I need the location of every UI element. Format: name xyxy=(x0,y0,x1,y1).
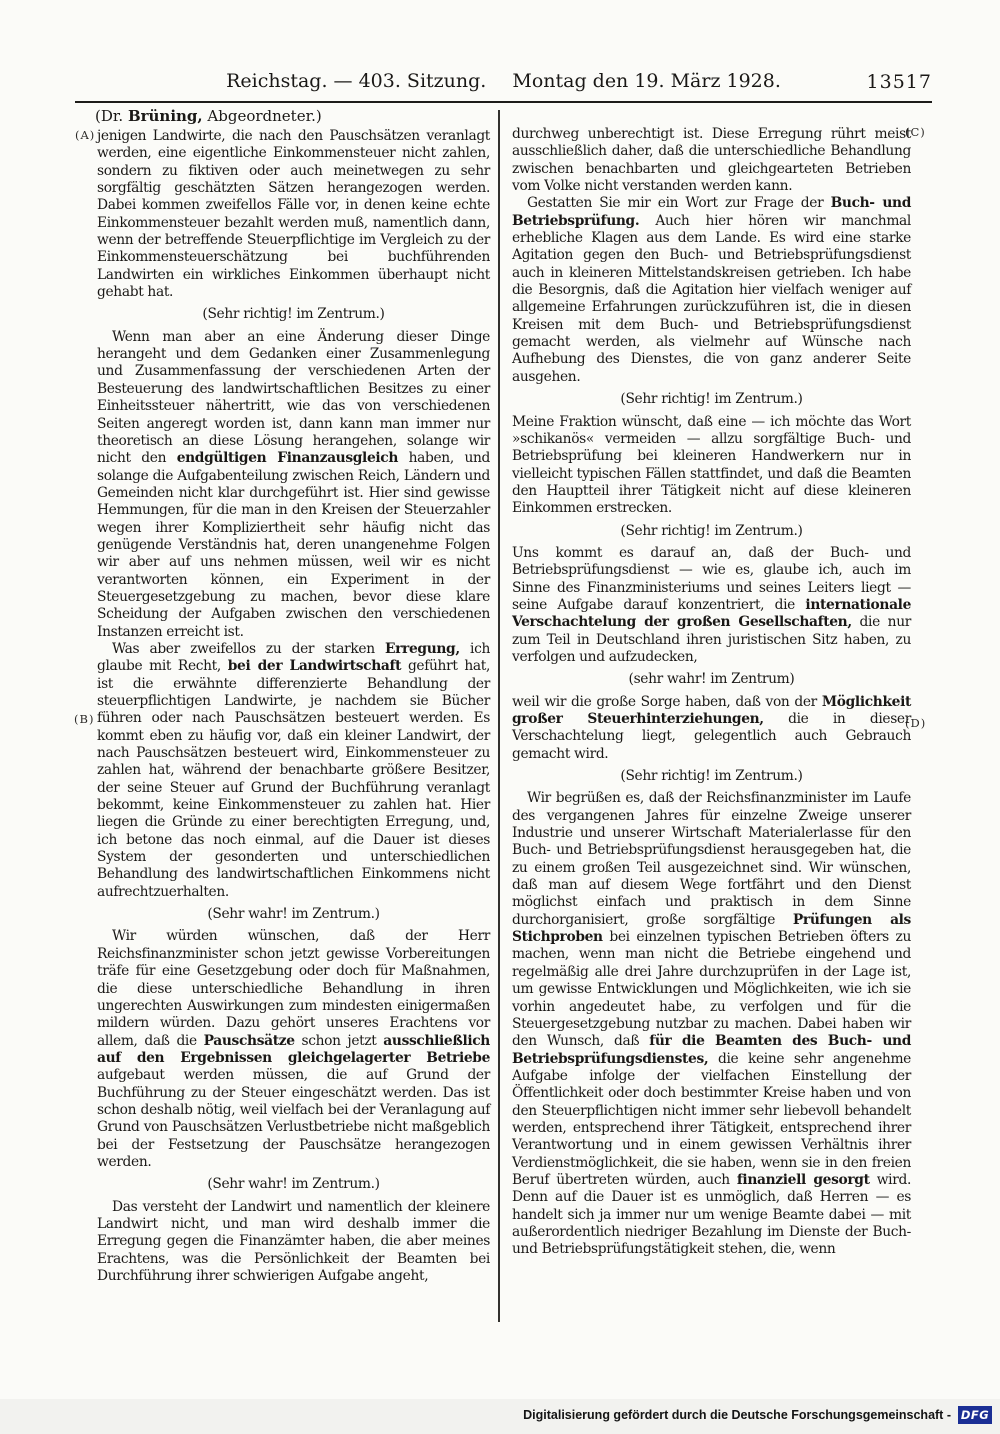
paragraph: Das versteht der Landwirt und namentlich der kleinere Landwirt nicht, und man wird deshalb immer die Erregung gegen die Finanzämter haben, die aber meines Erachtens, was die Persönlichkeit der Beamten bei Durchführung ihrer schwierigen Aufgabe angeht, xyxy=(97,1198,490,1284)
interjection: (Sehr richtig! im Zentrum.) xyxy=(620,391,803,408)
speaker-line: (Dr. Brüning, Abgeordneter.) xyxy=(95,107,322,125)
interjection: (Sehr richtig! im Zentrum.) xyxy=(620,768,803,785)
right-column xyxy=(512,126,911,1259)
session-title: Reichstag. — 403. Sitzung. xyxy=(226,70,487,92)
paragraph: Gestatten Sie mir ein Wort zur Frage der Buch- und Betriebsprüfung. Auch hier hören wir manchmal erhebliche Klagen aus dem Lande. Es wird eine starke Agitation gegen den Buch- und Betriebsprüfungsdienst auch in kleineren Mittelstandskreisen getrieben. Ich habe die Besorgnis, daß die Agitation hier vielfach weniger auf allgemeine Erfahrungen zurückzuführen ist, die in diesen Kreisen mit dem Buch- und Betriebsprüfungsdienst gemacht werden, als vielmehr auf Wünsche nach Aufhebung des Dienstes, die von ganz anderer Seite ausgehen. xyxy=(512,195,911,385)
interjection: (sehr wahr! im Zentrum) xyxy=(628,671,795,688)
footer-credit xyxy=(523,1406,992,1424)
footer-strip xyxy=(0,1399,1000,1434)
interjection: (Sehr wahr! im Zentrum.) xyxy=(207,1176,380,1193)
column-divider xyxy=(498,110,500,1322)
margin-marker-c: (C) xyxy=(905,125,926,139)
paragraph: Wir begrüßen es, daß der Reichsfinanzminister im Laufe des vergangenen Jahres für einzelne Zweige unserer Industrie und unserer Wirtschaft Materialerlasse für den Buch- und Betriebsprüfungsdienst herausgegeben hat, die zu einem großen Teil ausgezeichnet sind. Wir wünschen, daß man auf diesem Wege fortfährt und den Dienst möglichst einfach und praktisch in dem Sinne durchorganisiert, große sorgfältige Prüfungen als Stichproben bei einzelnen typischen Betrieben öfters zu machen, wenn man nicht die Betriebe eingehend und regelmäßig alle drei Jahre durchzuprüfen in der Lage ist, um gewisse Entwicklungen und Möglichkeiten, wie ich sie vorhin angedeutet habe, zu verfolgen und für die Steuergesetzgebung nutzbar zu machen. Dabei haben wir den Wunsch, daß für die Beamten des Buch- und Betriebsprüfungsdienstes, die keine sehr angenehme Aufgabe infolge der vielfachen Einstellung der Öffentlichkeit oder doch bestimmter Kreise haben und von den Steuerpflichtigen nicht immer sehr liebevoll behandelt werden, entsprechend ihrer Tätigkeit, entsprechend ihrer Verantwortung und in einem gewissen Verhältnis ihrer Verdienstmöglichkeit, die sie haben, wenn sie in den freien Beruf übertreten würden, auch finanziell gesorgt wird. Denn auf die Dauer ist es unmöglich, daß Herren — es handelt sich ja immer nur um wenige Beamte dabei — mit außerordentlich niedriger Bezahlung im Dienste der Buch- und Betriebsprüfungstätigkeit stehen, die, wenn xyxy=(512,790,911,1258)
paragraph: Wir würden wünschen, daß der Herr Reichsfinanzminister schon jetzt gewisse Vorbereitungen träfe für eine Gesetzgebung oder doch für Maßnahmen, die diese unterschiedliche Behandlung in ihren ungerechten Auswirkungen zum mindesten einigermaßen mildern würden. Dazu gehört unseres Erachtens vor allem, daß die Pauschsätze schon jetzt ausschließlich auf den Ergebnissen gleichgelagerter Betriebe aufgebaut werden müssen, die auf Grund der Buchführung zu der Steuer eingeschätzt werden. Das ist schon deshalb nötig, weil vielfach bei der Veranlagung auf Grund von Pauschsätzen Verlustbetriebe nicht maßgeblich bei der Festsetzung der Pauschsätze herangezogen werden. xyxy=(97,928,490,1170)
paragraph: Meine Fraktion wünscht, daß eine — ich möchte das Wort »schikanös« vermeiden — allzu sorgfältige Buch- und Betriebsprüfung bei kleineren Handwerkern nur in vielleicht typischen Fällen stattfindet, und daß die Beamten den Hauptteil ihrer Tätigkeit nicht auf diese kleineren Einkommen erstrecken. xyxy=(512,413,911,517)
paragraph: durchweg unberechtigt ist. Diese Erregung rührt meist ausschließlich daher, daß die unterschiedliche Behandlung zwischen benachbarten und gleichgearteten Betrieben vom Volke nicht verstanden werden kann. xyxy=(512,126,911,195)
left-column xyxy=(97,128,490,1285)
interjection: (Sehr wahr! im Zentrum.) xyxy=(207,906,380,923)
paragraph: jenigen Landwirte, die nach den Pauschsätzen veranlagt werden, eine eigentliche Einkommensteuer nicht zahlen, sondern zu fiktiven oder auch meinetwegen zu sehr sorgfältig geschätzten Sätzen herangezogen werden. Dabei kommen zweifellos Fälle vor, in denen keine echte Einkommensteuer bezahlt werden muß, namentlich dann, wenn der betreffende Steuerpflichtige im Vergleich zu der Einkommensteuerschätzung bei buchführenden Landwirten ein wirkliches Einkommen überhaupt nicht gehabt hat. xyxy=(97,128,490,301)
header-rule xyxy=(75,101,932,103)
page-number: 13517 xyxy=(866,71,932,93)
paragraph: Wenn man aber an eine Änderung dieser Dinge herangeht und dem Gedanken einer Zusammenlegung und Zusammenfassung der verschiedenen Arten der Besteuerung des landwirtschaftlichen Besitzes zu einer Einheitssteuer nähertritt, wie das von verschiedenen Seiten angeregt worden ist, dann kann man immer nur theoretisch an diese Lösung herangehen, solange wir nicht den endgültigen Finanzausgleich haben, und solange die Aufgabenteilung zwischen Reich, Ländern und Gemeinden nicht klar durchgeführt ist. Hier sind gewisse Hemmungen, für die man in den Kreisen der Steuerzahler wegen ihrer Kompliziertheit sehr häufig nicht das genügende Verständnis hat, deren unangenehme Folgen wir aber auf uns nehmen müssen, weil wir es nicht verantworten können, ein Experiment in der Steuergesetzgebung zu machen, bevor diese klare Scheidung der Aufgaben zwischen den verschiedenen Instanzen erreicht ist. xyxy=(97,328,490,640)
paragraph: weil wir die große Sorge haben, daß von der Möglichkeit großer Steuerhinterziehungen, die in dieser Verschachtelung liegt, gelegentlich auch Gebrauch gemacht wird. xyxy=(512,693,911,762)
margin-marker-b: (B) xyxy=(74,712,95,726)
session-date: Montag den 19. März 1928. xyxy=(512,70,781,92)
interjection: (Sehr richtig! im Zentrum.) xyxy=(620,522,803,539)
margin-marker-a: (A) xyxy=(75,128,96,142)
page-header xyxy=(75,70,932,92)
footer-credit-text: Digitalisierung gefördert durch die Deutsche Forschungsgemeinschaft - xyxy=(523,1408,951,1422)
interjection: (Sehr richtig! im Zentrum.) xyxy=(202,306,385,323)
paragraph: Was aber zweifellos zu der starken Erregung, ich glaube mit Recht, bei der Landwirtschaft geführt hat, ist die erwähnte differenzierte Behandlung der steuerpflichtigen Landwirte, je nachdem sie Bücher führen oder nach Pauschsätzen besteuert werden. Es kommt eben zu häufig vor, daß ein kleiner Landwirt, der nach Pauschsätzen besteuert wird, Einkommensteuer zu zahlen hat, während der benachbarte größere Besitzer, der seine Steuer auf Grund der Buchführung veranlagt bekommt, keine Einkommensteuer zu zahlen hat. Hier liegen die Gründe zu einer berechtigten Erregung, und, ich betone das noch einmal, auf die Dauer ist dieses System der gesonderten und unterschiedlichen Behandlung des landwirtschaftlichen Einkommens nicht aufrechtzuerhalten. xyxy=(97,640,490,900)
paragraph: Uns kommt es darauf an, daß der Buch- und Betriebsprüfungsdienst — wie es, glaube ich, auch im Sinne des Finanzministeriums und seines Leiters liegt — seine Aufgabe darauf konzentriert, die internationale Verschachtelung der großen Gesellschaften, die nur zum Teil in Deutschland ihren juristischen Sitz haben, zu verfolgen und aufzudecken, xyxy=(512,544,911,665)
margin-marker-d: (D) xyxy=(905,716,927,730)
dfg-logo: DFG xyxy=(958,1406,992,1424)
